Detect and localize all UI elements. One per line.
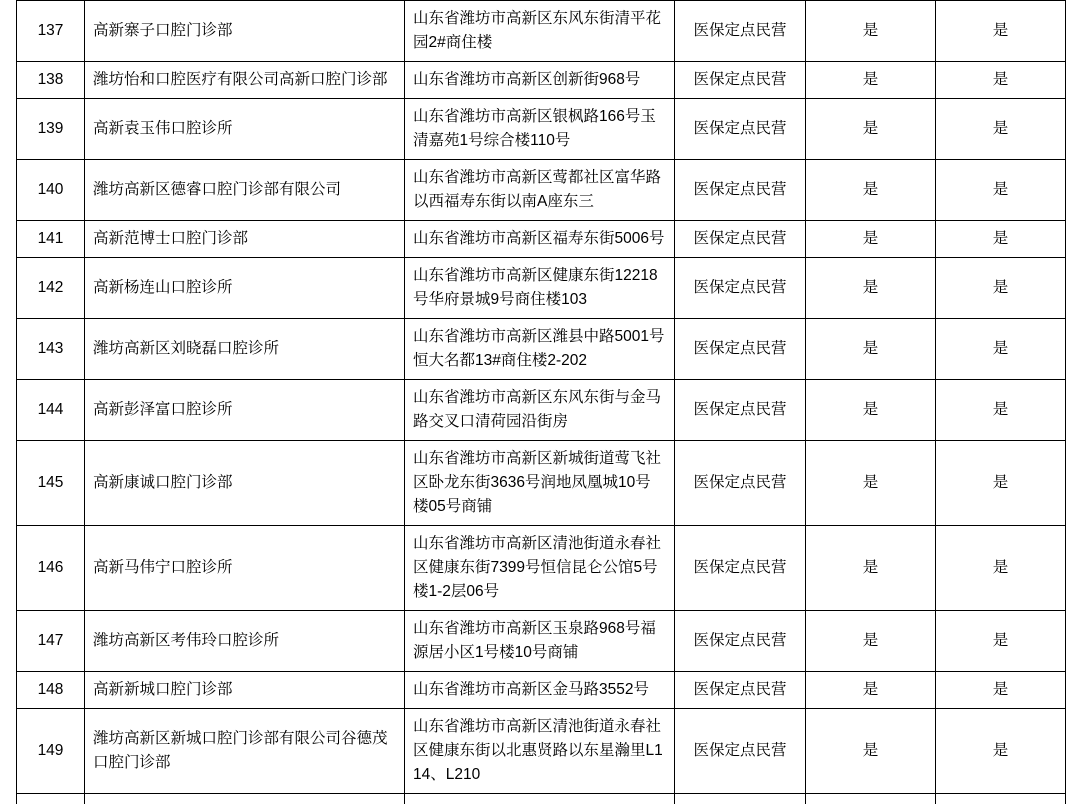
cell-name: 高新范博士口腔门诊部 — [85, 221, 405, 258]
table-row — [17, 380, 1066, 441]
table-row — [17, 672, 1066, 709]
medical-institutions-table — [16, 0, 1066, 804]
table-row — [17, 611, 1066, 672]
cell-flag-network: 是 — [936, 672, 1066, 709]
cell-type: 医保定点民营 — [675, 611, 806, 672]
cell-flag-open: 是 — [806, 99, 936, 160]
table-row — [17, 441, 1066, 526]
cell-flag-open: 是 — [806, 441, 936, 526]
cell-flag-network: 是 — [936, 62, 1066, 99]
cell-index: 145 — [17, 441, 85, 526]
cell-index: 142 — [17, 258, 85, 319]
cell-name: 潍坊高新区德睿口腔门诊部有限公司 — [85, 160, 405, 221]
cell-name: 潍坊高新区刘晓磊口腔诊所 — [85, 319, 405, 380]
cell-flag-open: 是 — [806, 526, 936, 611]
cell-flag-network: 是 — [936, 160, 1066, 221]
table-body — [17, 1, 1066, 804]
table-row — [17, 160, 1066, 221]
cell-flag-open: 是 — [806, 221, 936, 258]
table-row — [17, 62, 1066, 99]
table-row — [17, 258, 1066, 319]
table-row — [17, 1, 1066, 62]
cell-type: 医保定点民营 — [675, 709, 806, 794]
table-row — [17, 319, 1066, 380]
cell-name: 高新寨子口腔门诊部 — [85, 1, 405, 62]
cell-address: 山东省潍坊市高新区玉泉路968号福源居小区1号楼10号商铺 — [405, 611, 675, 672]
cell-address: 山东省潍坊市高新区东风东街与金马路交叉口清荷园沿街房 — [405, 380, 675, 441]
cell-address: 山东省潍坊市高新区金马路3552号 — [405, 672, 675, 709]
cell-name: 高新马伟宁口腔诊所 — [85, 526, 405, 611]
cell-index: 148 — [17, 672, 85, 709]
cell-name: 高新新城口腔门诊部 — [85, 672, 405, 709]
cell-index: 144 — [17, 380, 85, 441]
cell-index: 139 — [17, 99, 85, 160]
table-row — [17, 99, 1066, 160]
cell-flag-network: 是 — [936, 709, 1066, 794]
cell-address: 山东省潍坊市高新区新城街道莺飞社区卧龙东街3636号润地凤凰城10号楼05号商铺 — [405, 441, 675, 526]
cell-flag-network: 是 — [936, 380, 1066, 441]
cell-type — [675, 794, 806, 804]
cell-address: 山东省潍坊市高新区创新街968号 — [405, 62, 675, 99]
cell-flag-open: 是 — [806, 672, 936, 709]
cell-address: 山东省潍坊市高新区清池街道永春社区健康东街7399号恒信昆仑公馆5号楼1-2层06号 — [405, 526, 675, 611]
cell-name: 高新袁玉伟口腔诊所 — [85, 99, 405, 160]
cell-flag-network — [936, 794, 1066, 804]
cell-flag-network: 是 — [936, 319, 1066, 380]
cell-index: 141 — [17, 221, 85, 258]
cell-flag-open: 是 — [806, 319, 936, 380]
cell-name: 高新彭泽富口腔诊所 — [85, 380, 405, 441]
cell-address: 山东省潍坊市高新区潍县中路5001号恒大名都13#商住楼2-202 — [405, 319, 675, 380]
cell-flag-open: 是 — [806, 258, 936, 319]
cell-flag-network: 是 — [936, 99, 1066, 160]
cell-index: 147 — [17, 611, 85, 672]
cell-type: 医保定点民营 — [675, 672, 806, 709]
cell-name: 高新杨连山口腔诊所 — [85, 258, 405, 319]
cell-address: 山东省潍坊市高新区健康东街12218号华府景城9号商住楼103 — [405, 258, 675, 319]
cell-flag-network: 是 — [936, 221, 1066, 258]
cell-flag-network: 是 — [936, 526, 1066, 611]
cell-flag-network: 是 — [936, 441, 1066, 526]
table-row — [17, 526, 1066, 611]
cell-flag-open: 是 — [806, 709, 936, 794]
cell-type: 医保定点民营 — [675, 380, 806, 441]
cell-address — [405, 794, 675, 804]
cell-address: 山东省潍坊市高新区福寿东街5006号 — [405, 221, 675, 258]
cell-type: 医保定点民营 — [675, 62, 806, 99]
cell-flag-open: 是 — [806, 380, 936, 441]
table-row — [17, 221, 1066, 258]
cell-type: 医保定点民营 — [675, 1, 806, 62]
cell-index: 137 — [17, 1, 85, 62]
cell-name: 潍坊高新区考伟玲口腔诊所 — [85, 611, 405, 672]
cell-flag-network: 是 — [936, 611, 1066, 672]
cell-index: 146 — [17, 526, 85, 611]
cell-flag-open — [806, 794, 936, 804]
cell-type: 医保定点民营 — [675, 258, 806, 319]
cell-address: 山东省潍坊市高新区清池街道永春社区健康东街以北惠贤路以东星瀚里L114、L210 — [405, 709, 675, 794]
cell-type: 医保定点民营 — [675, 160, 806, 221]
cell-flag-network: 是 — [936, 258, 1066, 319]
cell-address: 山东省潍坊市高新区东风东街清平花园2#商住楼 — [405, 1, 675, 62]
cell-flag-open: 是 — [806, 1, 936, 62]
cell-index: 138 — [17, 62, 85, 99]
cell-index: 140 — [17, 160, 85, 221]
cell-address: 山东省潍坊市高新区莺都社区富华路以西福寿东街以南A座东三 — [405, 160, 675, 221]
cell-name — [85, 794, 405, 804]
cell-index — [17, 794, 85, 804]
cell-flag-network: 是 — [936, 1, 1066, 62]
table-row-partial — [17, 794, 1066, 804]
cell-type: 医保定点民营 — [675, 319, 806, 380]
cell-name: 潍坊怡和口腔医疗有限公司高新口腔门诊部 — [85, 62, 405, 99]
cell-index: 149 — [17, 709, 85, 794]
table-row — [17, 709, 1066, 794]
cell-type: 医保定点民营 — [675, 526, 806, 611]
cell-flag-open: 是 — [806, 611, 936, 672]
cell-index: 143 — [17, 319, 85, 380]
cell-flag-open: 是 — [806, 62, 936, 99]
cell-type: 医保定点民营 — [675, 441, 806, 526]
cell-name: 高新康诚口腔门诊部 — [85, 441, 405, 526]
cell-address: 山东省潍坊市高新区银枫路166号玉清嘉苑1号综合楼110号 — [405, 99, 675, 160]
cell-type: 医保定点民营 — [675, 221, 806, 258]
cell-type: 医保定点民营 — [675, 99, 806, 160]
cell-name: 潍坊高新区新城口腔门诊部有限公司谷德茂口腔门诊部 — [85, 709, 405, 794]
cell-flag-open: 是 — [806, 160, 936, 221]
